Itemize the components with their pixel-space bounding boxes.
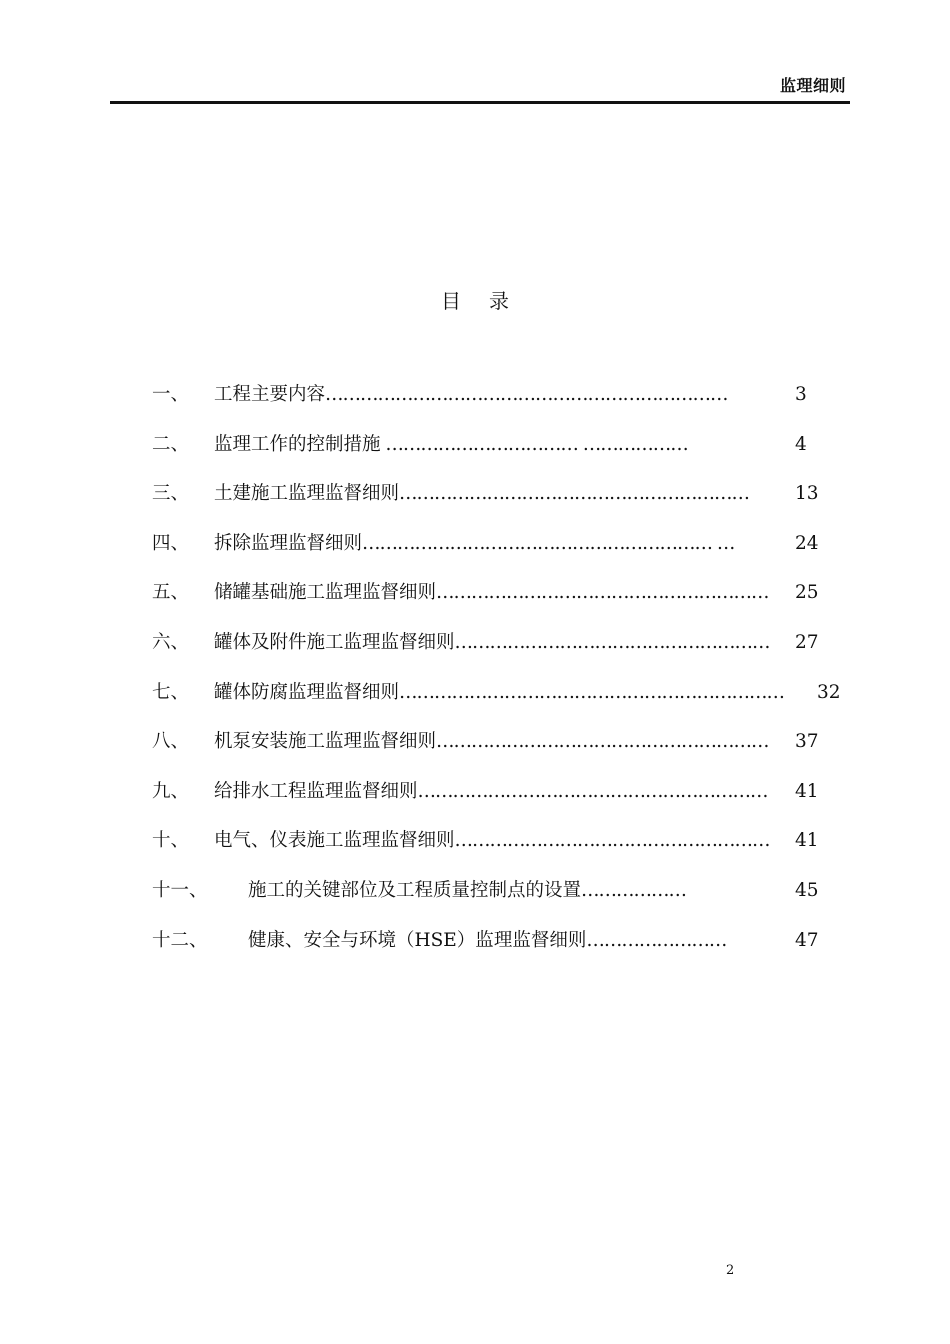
toc-entry-number: 六、 — [152, 631, 190, 653]
toc-entry-text-wrap — [214, 529, 734, 559]
toc-entry-text-wrap — [214, 678, 784, 708]
toc-entry-page: 27 — [795, 631, 819, 653]
running-header-title: 监理细则 — [779, 76, 846, 95]
toc-entry-text-wrap — [214, 430, 688, 460]
toc-entry-title: 罐体及附件施工监理监督细则 — [214, 631, 455, 653]
toc-leader-dots: …………………………… ……………… — [380, 433, 688, 455]
toc-title: 目录 — [441, 289, 537, 313]
toc-entry-page: 25 — [795, 582, 819, 604]
toc-entry-title: 机泵安装施工监理监督细则 — [214, 731, 437, 753]
toc-entry-page: 41 — [795, 780, 819, 802]
toc-entry-title: 监理工作的控制措施 — [214, 433, 381, 455]
toc-entry-number: 九、 — [152, 780, 190, 802]
toc-leader-dots: …………………………………………………… — [417, 780, 768, 802]
toc-entry-text-wrap — [214, 777, 768, 807]
toc-entry-number: 十、 — [152, 830, 190, 852]
toc-entry-page: 24 — [795, 532, 819, 554]
toc-entry-number: 三、 — [152, 483, 190, 505]
toc-entry-text-wrap — [214, 628, 770, 658]
toc-entry-number: 七、 — [152, 681, 190, 703]
toc-entry-number: 十二、 — [152, 929, 208, 951]
header-rule — [110, 101, 850, 104]
toc-entry-title: 电气、仪表施工监理监督细则 — [214, 830, 455, 852]
toc-entry-text-wrap — [214, 479, 749, 509]
toc-entry-title: 健康、安全与环境（HSE）监理监督细则 — [248, 929, 587, 951]
toc-leader-dots: …………………………………………………………… — [325, 384, 728, 405]
toc-leader-dots: ……………………………………………… — [454, 830, 770, 852]
toc-entry-title: 工程主要内容 — [214, 384, 326, 405]
toc-entry-number: 四、 — [152, 532, 190, 554]
toc-entry-number: 一、 — [152, 384, 190, 405]
toc-leader-dots: …………………………………………………… — [399, 483, 750, 505]
page-number: 2 — [726, 1263, 735, 1278]
toc-leader-dots: ……………………………………………… — [454, 631, 770, 653]
toc-entry-page: 47 — [795, 929, 819, 951]
toc-leader-dots: …………………………………………………… … — [362, 532, 735, 554]
toc-entry-page: 45 — [795, 879, 819, 901]
toc-entry-text-wrap — [214, 826, 770, 856]
toc-entry-page: 13 — [795, 483, 819, 505]
toc-entry-page: 41 — [795, 830, 819, 852]
toc-entry-title: 罐体防腐监理监督细则 — [214, 681, 400, 703]
toc-leader-dots: …………………… — [586, 929, 727, 951]
toc-entry-page: 37 — [795, 731, 819, 753]
toc-entry-number: 八、 — [152, 731, 190, 753]
toc-entry-text-wrap — [214, 727, 769, 757]
toc-entry-page: 32 — [817, 681, 841, 703]
toc-entry-text-wrap — [248, 876, 686, 906]
toc-entry-text-wrap — [214, 380, 728, 410]
toc-entry-title: 拆除监理监督细则 — [214, 532, 363, 554]
toc-entry-title: 给排水工程监理监督细则 — [214, 780, 418, 802]
toc-leader-dots: ………………………………………………… — [436, 582, 769, 604]
toc-entry-text-wrap — [214, 578, 769, 608]
toc-entry-page: 3 — [795, 384, 807, 405]
toc-entry-number: 二、 — [152, 433, 190, 455]
toc-entry-number: 五、 — [152, 582, 190, 604]
toc-leader-dots: ………………………………………………… — [436, 731, 769, 753]
toc-entry-title: 储罐基础施工监理监督细则 — [214, 582, 437, 604]
toc-entry-title: 土建施工监理监督细则 — [214, 483, 400, 505]
toc-leader-dots: ……………… — [581, 879, 687, 901]
toc-entry-page: 4 — [795, 433, 807, 455]
toc-leader-dots: ………………………………………………………… — [399, 681, 785, 703]
toc-entry-title: 施工的关键部位及工程质量控制点的设置 — [248, 879, 582, 901]
toc-entry-number: 十一、 — [152, 879, 208, 901]
toc-entry-text-wrap — [248, 926, 726, 956]
